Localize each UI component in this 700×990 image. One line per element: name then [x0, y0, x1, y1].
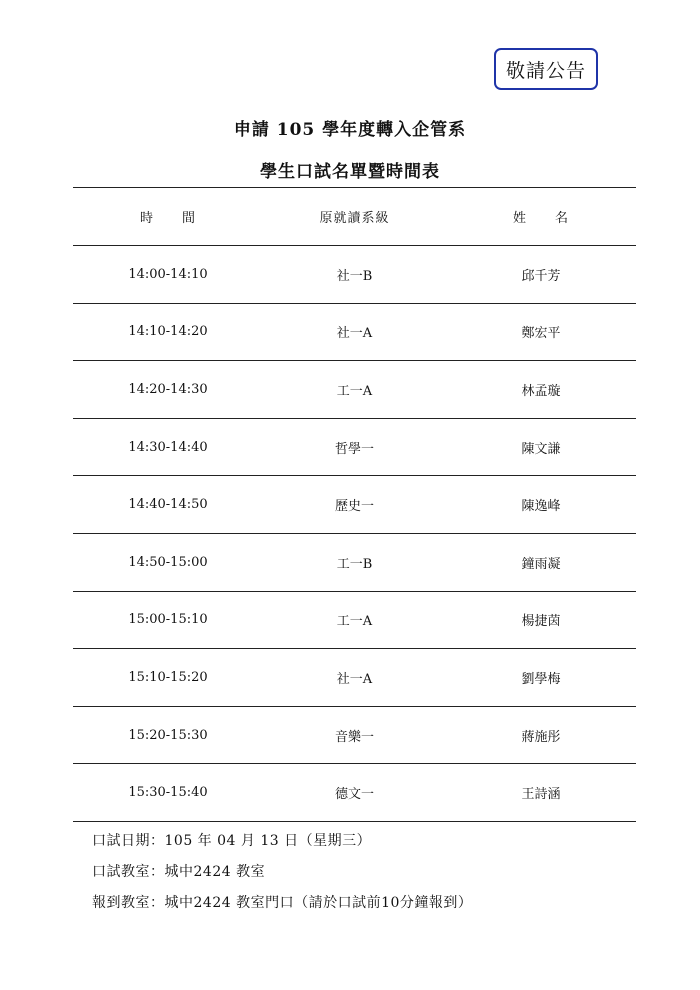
cell-name: 劉學梅 — [446, 649, 636, 707]
page-title: 申請 105 學年度轉入企管系 — [233, 120, 467, 140]
cell-time: 14:20-14:30 — [73, 361, 263, 419]
header-name: 姓 名 — [446, 188, 636, 246]
cell-time: 15:00-15:10 — [73, 591, 263, 649]
cell-time: 14:00-14:10 — [73, 246, 263, 304]
cell-name: 陳文謙 — [446, 418, 636, 476]
table-row — [73, 361, 636, 419]
cell-time: 14:10-14:20 — [73, 303, 263, 361]
cell-time: 14:50-15:00 — [73, 533, 263, 591]
table-row — [73, 649, 636, 707]
exam-date: 口試日期：105 年 04 月 13 日（星期三） — [92, 833, 372, 849]
cell-department: 德文一 — [263, 764, 446, 822]
cell-department: 哲學一 — [263, 418, 446, 476]
cell-name: 邱千芳 — [446, 246, 636, 304]
table-row — [73, 303, 636, 361]
cell-name: 林孟璇 — [446, 361, 636, 419]
table-row — [73, 246, 636, 304]
table-row — [73, 706, 636, 764]
notice-badge: 敬請公告 — [494, 48, 598, 90]
table-row — [73, 476, 636, 534]
table-row — [73, 591, 636, 649]
cell-time: 15:20-15:30 — [73, 706, 263, 764]
cell-department: 歷史一 — [263, 476, 446, 534]
cell-department: 工一B — [263, 533, 446, 591]
cell-name: 王詩涵 — [446, 764, 636, 822]
cell-time: 15:30-15:40 — [73, 764, 263, 822]
exam-room: 口試教室：城中2424 教室 — [92, 864, 266, 880]
cell-time: 15:10-15:20 — [73, 649, 263, 707]
table-row — [73, 418, 636, 476]
cell-name: 蔣施彤 — [446, 706, 636, 764]
cell-department: 社一B — [263, 246, 446, 304]
cell-time: 14:30-14:40 — [73, 418, 263, 476]
cell-name: 鄭宏平 — [446, 303, 636, 361]
interview-schedule-table — [73, 187, 636, 822]
cell-time: 14:40-14:50 — [73, 476, 263, 534]
cell-name: 楊捷茵 — [446, 591, 636, 649]
header-time: 時 間 — [73, 188, 263, 246]
cell-department: 工一A — [263, 591, 446, 649]
cell-department: 音樂一 — [263, 706, 446, 764]
table-header-row — [73, 188, 636, 246]
table-row — [73, 533, 636, 591]
table-row — [73, 764, 636, 822]
checkin-room: 報到教室：城中2424 教室門口（請於口試前10分鐘報到） — [92, 895, 473, 911]
cell-department: 社一A — [263, 303, 446, 361]
cell-name: 陳逸峰 — [446, 476, 636, 534]
cell-name: 鐘雨凝 — [446, 533, 636, 591]
page-subtitle: 學生口試名單暨時間表 — [260, 162, 440, 182]
cell-department: 工一A — [263, 361, 446, 419]
header-department: 原就讀系級 — [263, 188, 446, 246]
cell-department: 社一A — [263, 649, 446, 707]
